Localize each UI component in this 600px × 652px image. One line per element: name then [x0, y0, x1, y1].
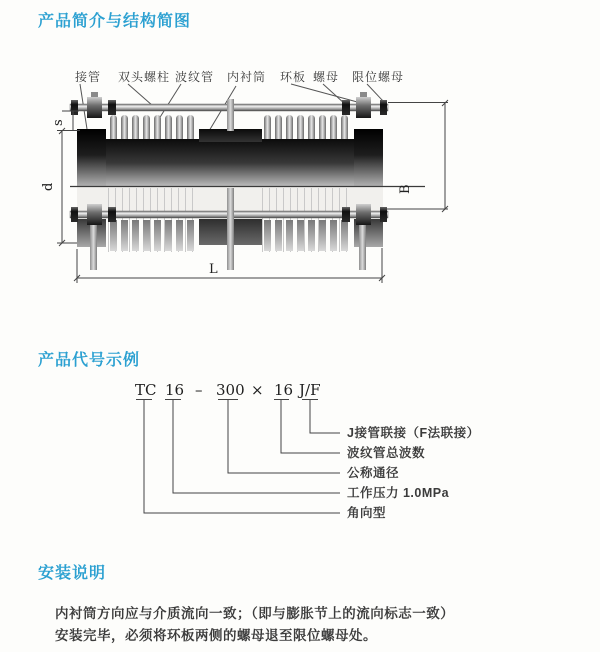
svg-text:s: s	[51, 119, 66, 126]
product-code	[135, 381, 320, 399]
limit-nut-top-right	[380, 100, 387, 115]
svg-text:d: d	[41, 182, 56, 191]
callout-type: 角向型	[347, 506, 387, 520]
label-pipe: 接管	[75, 70, 102, 84]
svg-text:L: L	[209, 262, 218, 277]
nut-top-right	[342, 100, 350, 115]
ring-plate-top-left	[87, 97, 102, 118]
label-liner: 内衬筒	[227, 70, 267, 84]
install-instruction-2: 安装完毕，必须将环板两侧的螺母退至限位螺母处。	[55, 628, 377, 643]
stud-bottom-right	[359, 218, 366, 270]
code-part-jf: J/F	[299, 381, 321, 399]
pipe-end-left	[77, 129, 106, 187]
limit-nut-top-left	[71, 100, 78, 115]
ring-plate-top-right	[356, 97, 371, 118]
dim-b	[384, 100, 448, 212]
callout-connection: J接管联接（F法联接）	[347, 426, 480, 440]
callout-wave-count: 波纹管总波数	[347, 446, 426, 460]
callout-lines	[136, 400, 340, 514]
install-instruction-1: 内衬筒方向应与介质流向一致；（即与膨胀节上的流向标志一致）	[55, 606, 455, 621]
limit-nut-bottom-left	[71, 207, 78, 222]
callout-diameter: 公称通径	[347, 466, 400, 480]
svg-text:B: B	[398, 184, 413, 194]
nut-top-left	[108, 100, 116, 115]
code-part-tc: TC	[135, 381, 157, 399]
stud-bottom-left	[90, 218, 97, 270]
callout-pressure: 工作压力 1.0MPa	[347, 486, 450, 500]
label-limit-nut: 限位螺母	[352, 70, 405, 84]
nut-bottom-right	[342, 207, 350, 222]
callout-labels	[347, 425, 480, 520]
label-stud: 双头螺柱	[118, 70, 171, 84]
structure-diagram	[0, 58, 600, 308]
install-section-title: 安装说明	[38, 565, 107, 582]
code-part-300: 300	[216, 381, 245, 399]
label-bellows: 波纹管	[175, 70, 215, 84]
intro-section-title: 产品简介与结构简图	[38, 13, 192, 30]
code-part-dash: –	[195, 381, 203, 399]
product-code-diagram	[0, 372, 600, 532]
ring-plate-bottom-left	[87, 204, 102, 225]
bellows-bottom-left	[110, 220, 198, 251]
code-section-title: 产品代号示例	[38, 352, 141, 369]
pipe-end-right	[354, 129, 383, 187]
stud-top-center	[227, 99, 234, 131]
code-part-times: ×	[251, 381, 264, 399]
code-part-16a: 16	[165, 381, 185, 399]
bellows-bottom-right	[264, 220, 352, 251]
bellows-crests-right	[264, 115, 352, 143]
label-nut: 螺母	[313, 70, 340, 84]
joint-body	[77, 139, 383, 187]
ring-plate-bottom-right	[356, 204, 371, 225]
part-labels	[75, 69, 404, 84]
bellows-crests-left	[110, 115, 198, 143]
nut-bottom-left	[108, 207, 116, 222]
stud-bottom-center	[227, 188, 234, 270]
code-part-16b: 16	[274, 381, 294, 399]
label-ring-plate: 环板	[280, 70, 307, 84]
